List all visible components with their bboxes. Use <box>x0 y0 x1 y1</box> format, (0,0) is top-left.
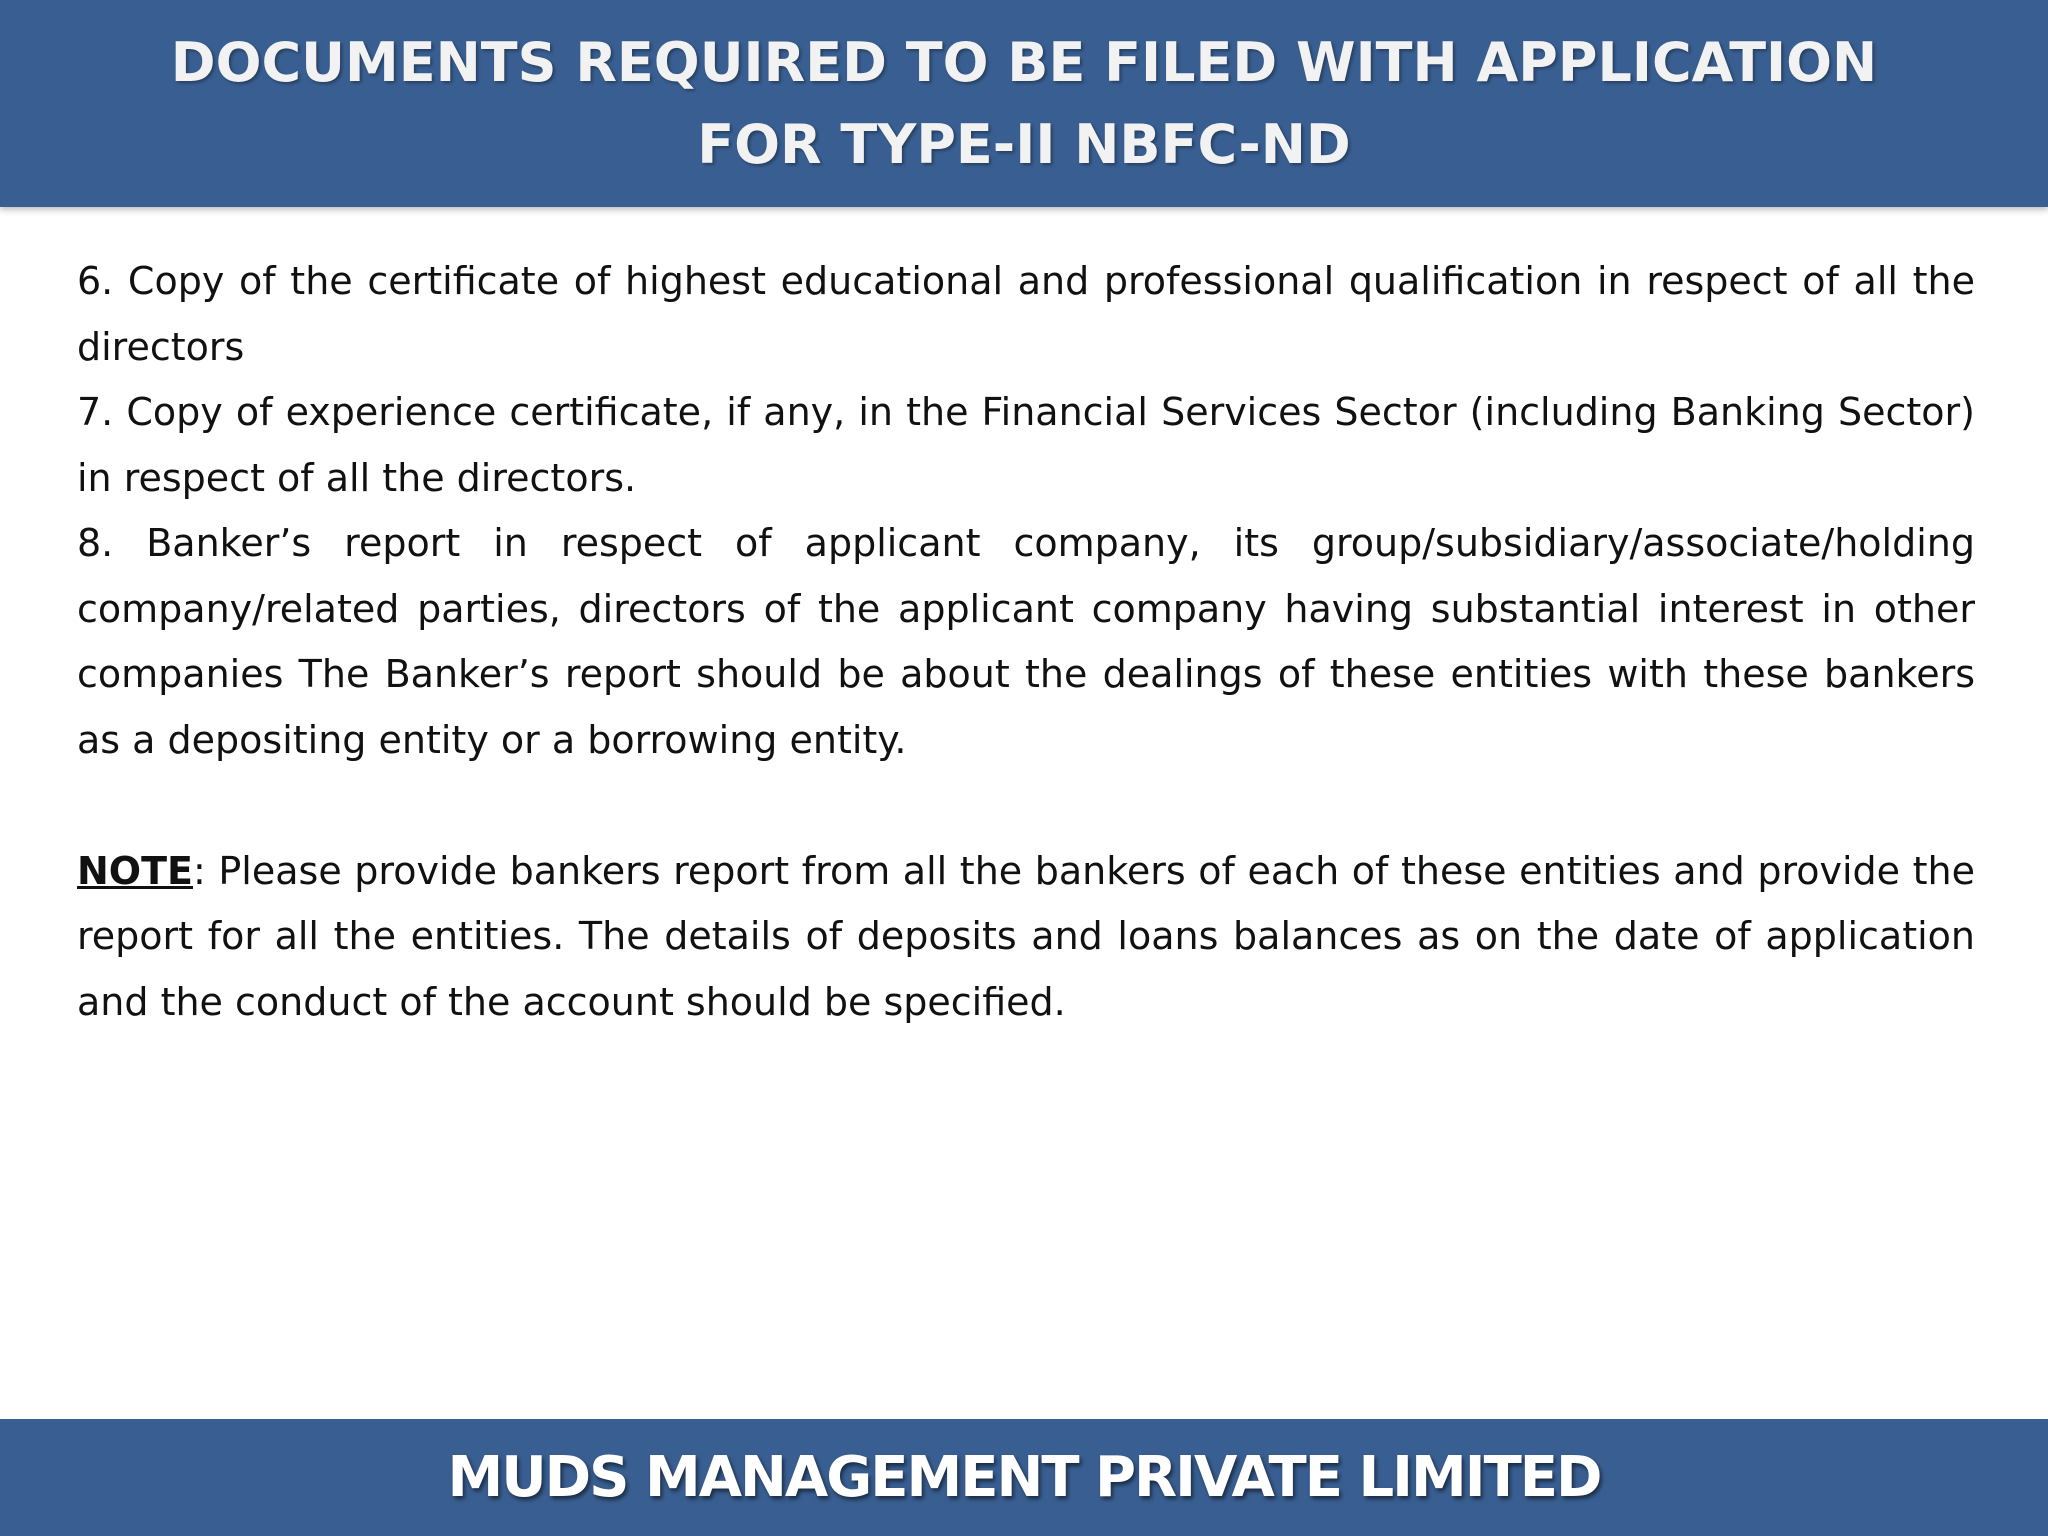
header-band <box>0 0 2048 207</box>
content-body <box>77 249 1975 1035</box>
note-paragraph <box>77 839 1975 1036</box>
list-item-7: 7. Copy of experience certificate, if any, in the Financial Services Sector (including Banking Sector) in respect of all the directors. <box>77 390 1975 500</box>
list-item-6: 6. Copy of the certificate of highest educational and professional qualification in respect of all the directors <box>77 259 1975 369</box>
title-line-2: FOR TYPE-II NBFC-ND <box>697 112 1351 176</box>
footer-band <box>0 1419 2048 1536</box>
note-text: : Please provide bankers report from all the bankers of each of these entities and provide the report for all the entities. The details of deposits and loans balances as on the date of application and the conduct of the account should be specified. <box>77 848 1975 1024</box>
company-name: MUDS MANAGEMENT PRIVATE LIMITED <box>447 1445 1601 1510</box>
title-line-1: DOCUMENTS REQUIRED TO BE FILED WITH APPLICATION <box>170 30 1878 94</box>
list-item-8: 8. Banker’s report in respect of applicant company, its group/subsidiary/associate/holding company/related parties, directors of the applicant company having substantial interest in other companies The Banker’s report should be about the dealings of these entities with these bankers as a depositing entity or a borrowing entity. <box>77 521 1975 762</box>
note-label: NOTE <box>77 848 193 893</box>
paragraph-spacer <box>77 773 1975 839</box>
